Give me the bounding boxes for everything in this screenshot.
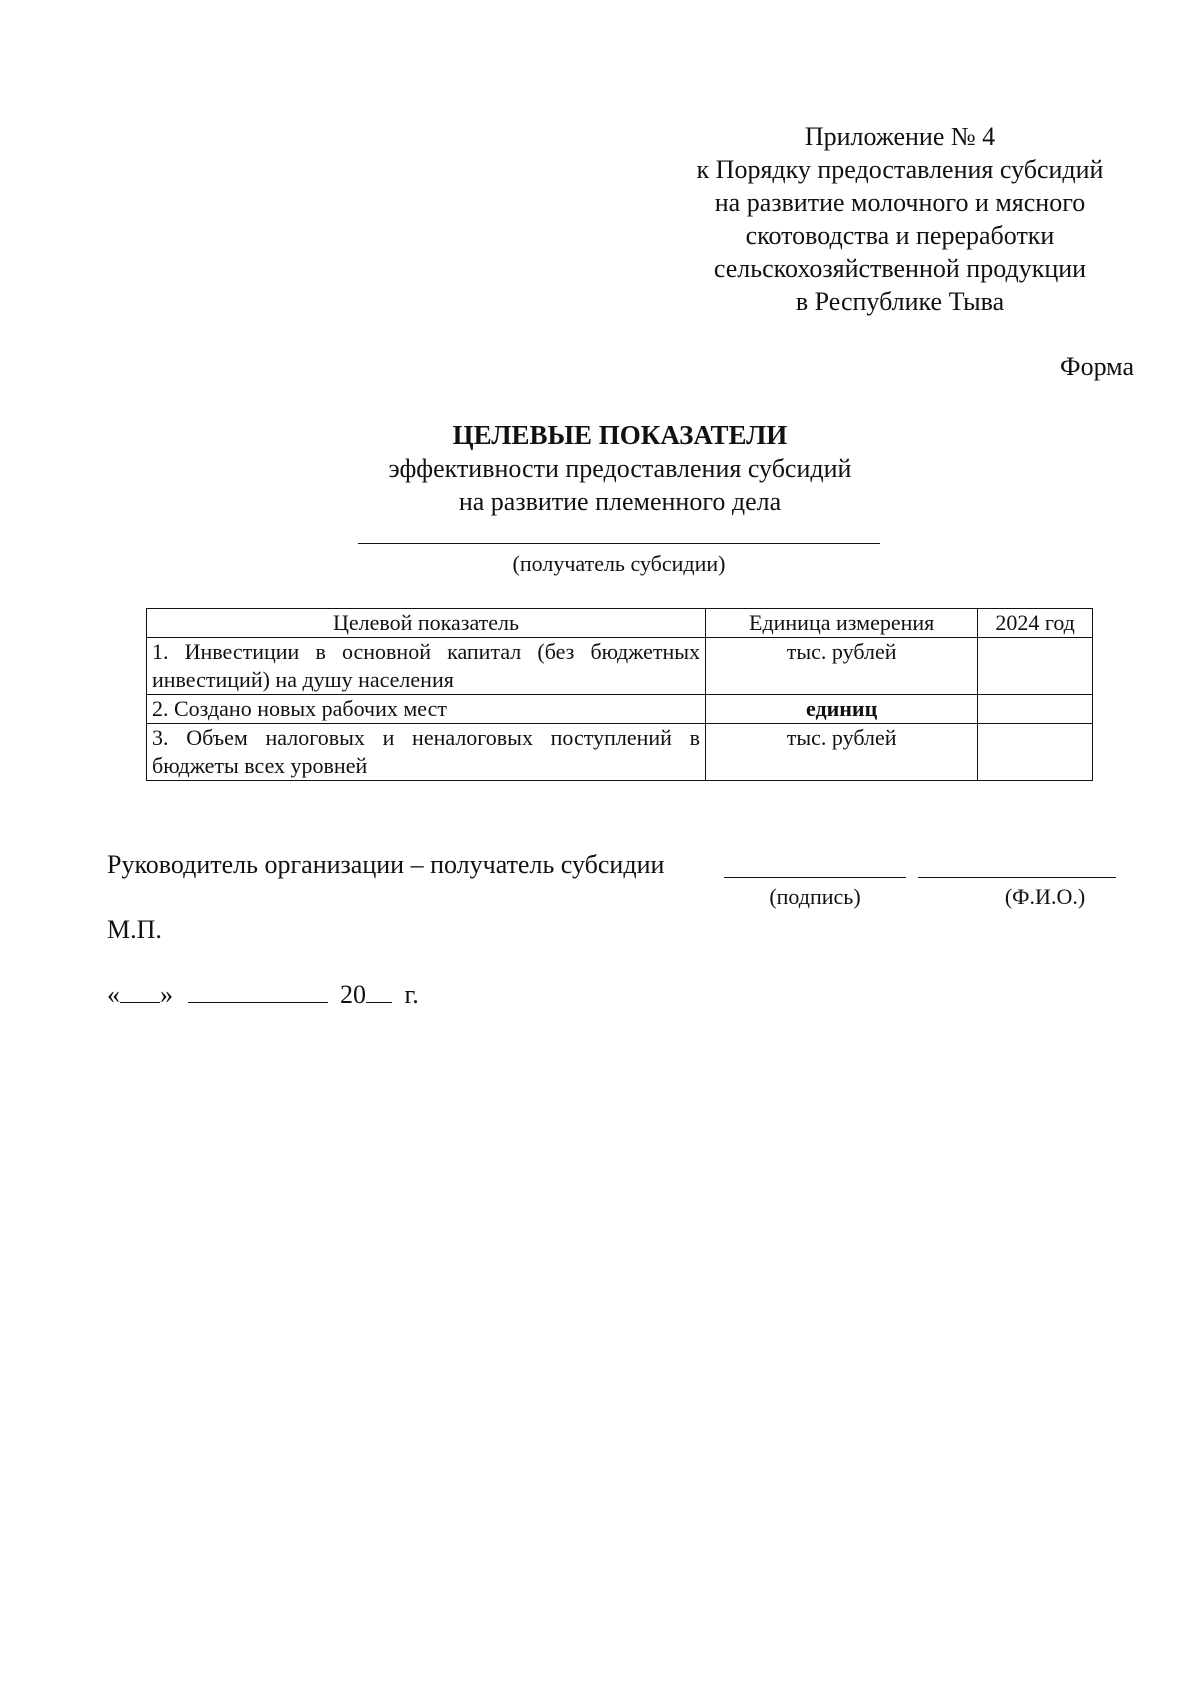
value-cell[interactable]	[978, 724, 1093, 781]
signature-blank-line[interactable]	[724, 877, 906, 878]
recipient-blank-line	[358, 543, 880, 544]
year-blank[interactable]	[366, 980, 392, 1003]
month-blank[interactable]	[188, 980, 328, 1003]
header-year: 2024 год	[978, 609, 1093, 638]
appendix-line: сельскохозяйственной продукции	[713, 254, 1087, 283]
date-open-quote: «	[107, 980, 120, 1009]
title-block	[300, 418, 940, 518]
signer-label: Руководитель организации – получатель субсидии	[107, 850, 665, 879]
value-cell[interactable]	[978, 695, 1093, 724]
unit-cell: тыс. рублей	[706, 724, 978, 781]
form-label: Форма	[1060, 352, 1134, 381]
day-blank[interactable]	[120, 980, 160, 1003]
appendix-line: скотоводства и переработки	[745, 221, 1055, 250]
appendix-line: к Порядку предоставления субсидий	[696, 155, 1104, 184]
indicator-cell: 1. Инвестиции в основной капитал (без бюджетных инвестиций) на душу населения	[147, 638, 706, 695]
table-row	[147, 638, 1093, 695]
table-row	[147, 695, 1093, 724]
appendix-line: Приложение № 4	[804, 122, 996, 151]
header-indicator: Целевой показатель	[147, 609, 706, 638]
unit-cell: тыс. рублей	[706, 638, 978, 695]
value-cell[interactable]	[978, 638, 1093, 695]
document-subtitle: на развитие племенного дела	[458, 487, 782, 516]
indicator-cell: 3. Объем налоговых и неналоговых поступлений в бюджеты всех уровней	[147, 724, 706, 781]
stamp-placeholder: М.П.	[107, 915, 162, 944]
document-subtitle: эффективности предоставления субсидий	[388, 454, 852, 483]
table-header-row	[147, 609, 1093, 638]
year-prefix: 20	[340, 980, 366, 1009]
signature-caption: (подпись)	[769, 884, 861, 909]
unit-cell: единиц	[706, 695, 978, 724]
name-caption: (Ф.И.О.)	[1004, 884, 1086, 909]
date-close-quote: »	[160, 980, 173, 1009]
indicators-table	[146, 608, 1093, 781]
document-title: ЦЕЛЕВЫЕ ПОКАЗАТЕЛИ	[452, 420, 788, 450]
appendix-line: на развитие молочного и мясного	[714, 188, 1086, 217]
appendix-header	[660, 120, 1140, 318]
header-unit: Единица измерения	[706, 609, 978, 638]
name-blank-line[interactable]	[918, 877, 1116, 878]
table-row	[147, 724, 1093, 781]
appendix-line: в Республике Тыва	[795, 287, 1005, 316]
recipient-caption: (получатель субсидии)	[512, 551, 726, 576]
date-line	[107, 980, 419, 1010]
indicator-cell: 2. Создано новых рабочих мест	[147, 695, 706, 724]
year-suffix: г.	[404, 980, 419, 1009]
